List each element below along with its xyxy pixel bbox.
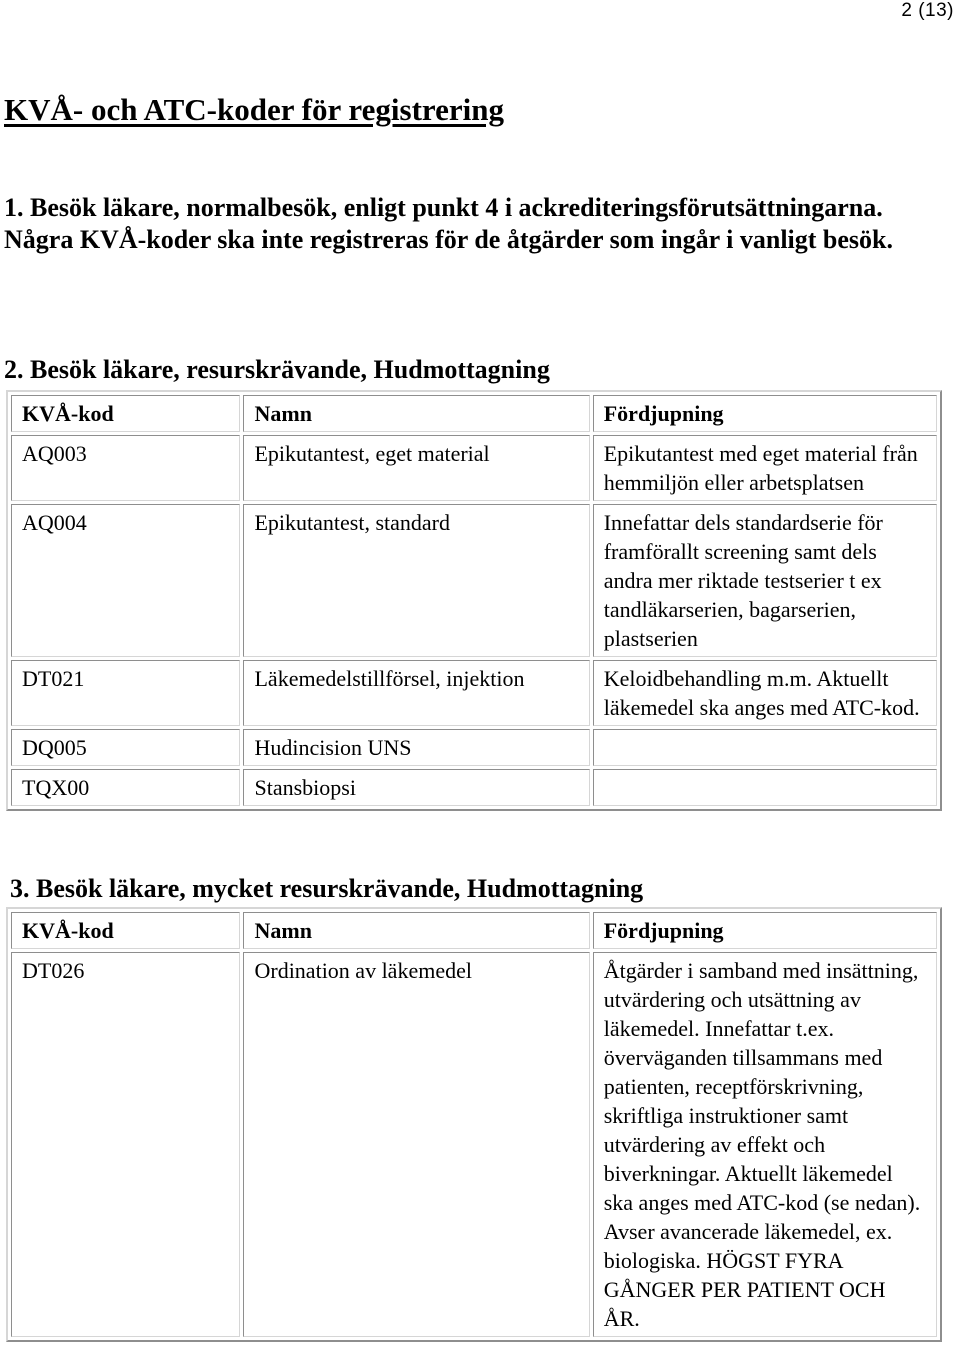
- table-row: [11, 952, 937, 1337]
- detail-cell: Epikutantest med eget material från hemmiljön eller arbetsplatsen: [593, 435, 937, 501]
- column-header-detail: Fördjupning: [593, 912, 937, 949]
- code-cell: AQ003: [11, 435, 240, 501]
- section-3-heading: 3. Besök läkare, mycket resurskrävande, Hudmottagning: [10, 874, 644, 903]
- table-header-row: [11, 912, 937, 949]
- table-header-row: [11, 395, 937, 432]
- code-cell: DT026: [11, 952, 240, 1337]
- name-cell: Läkemedelstillförsel, injektion: [243, 660, 589, 726]
- detail-cell: Innefattar dels standardserie för framförallt screening samt dels andra mer riktade testserier t ex tandläkarserien, bagarserien, plastserien: [593, 504, 937, 657]
- code-cell: DT021: [11, 660, 240, 726]
- table-row: [11, 729, 937, 766]
- section-2-heading: 2. Besök läkare, resurskrävande, Hudmottagning: [4, 355, 550, 384]
- name-cell: Epikutantest, standard: [243, 504, 589, 657]
- page-title: KVÅ- och ATC-koder för registrering: [4, 92, 504, 127]
- section-1-text: 1. Besök läkare, normalbesök, enligt punkt 4 i ackrediteringsförutsättningarna. Några KVÅ-koder ska inte registreras för de åtgärder som ingår i vanligt besök.: [4, 193, 894, 254]
- table-row: [11, 660, 937, 726]
- detail-cell: Keloidbehandling m.m. Aktuellt läkemedel ska anges med ATC-kod.: [593, 660, 937, 726]
- table-row: [11, 435, 937, 501]
- section-2-table: [6, 390, 942, 811]
- detail-cell: [593, 729, 937, 766]
- column-header-code: KVÅ-kod: [11, 912, 240, 949]
- column-header-name: Namn: [243, 912, 589, 949]
- name-cell: Ordination av läkemedel: [243, 952, 589, 1337]
- name-cell: Hudincision UNS: [243, 729, 589, 766]
- detail-cell: [593, 769, 937, 806]
- name-cell: Epikutantest, eget material: [243, 435, 589, 501]
- table-row: [11, 504, 937, 657]
- code-cell: AQ004: [11, 504, 240, 657]
- column-header-code: KVÅ-kod: [11, 395, 240, 432]
- detail-cell: Åtgärder i samband med insättning, utvärdering och utsättning av läkemedel. Innefattar t.ex. överväganden tillsammans med patienten, receptförskrivning, skriftliga instruktioner samt utvärdering av effekt och biverkningar. Aktuellt läkemedel ska anges med ATC-kod (se nedan). Avser avancerade läkemedel, ex. biologiska. HÖGST FYRA GÅNGER PER PATIENT OCH ÅR.: [593, 952, 937, 1337]
- code-cell: DQ005: [11, 729, 240, 766]
- column-header-name: Namn: [243, 395, 589, 432]
- page-number: 2 (13): [901, 0, 954, 21]
- name-cell: Stansbiopsi: [243, 769, 589, 806]
- section-3-table: [6, 907, 942, 1342]
- column-header-detail: Fördjupning: [593, 395, 937, 432]
- table-row: [11, 769, 937, 806]
- code-cell: TQX00: [11, 769, 240, 806]
